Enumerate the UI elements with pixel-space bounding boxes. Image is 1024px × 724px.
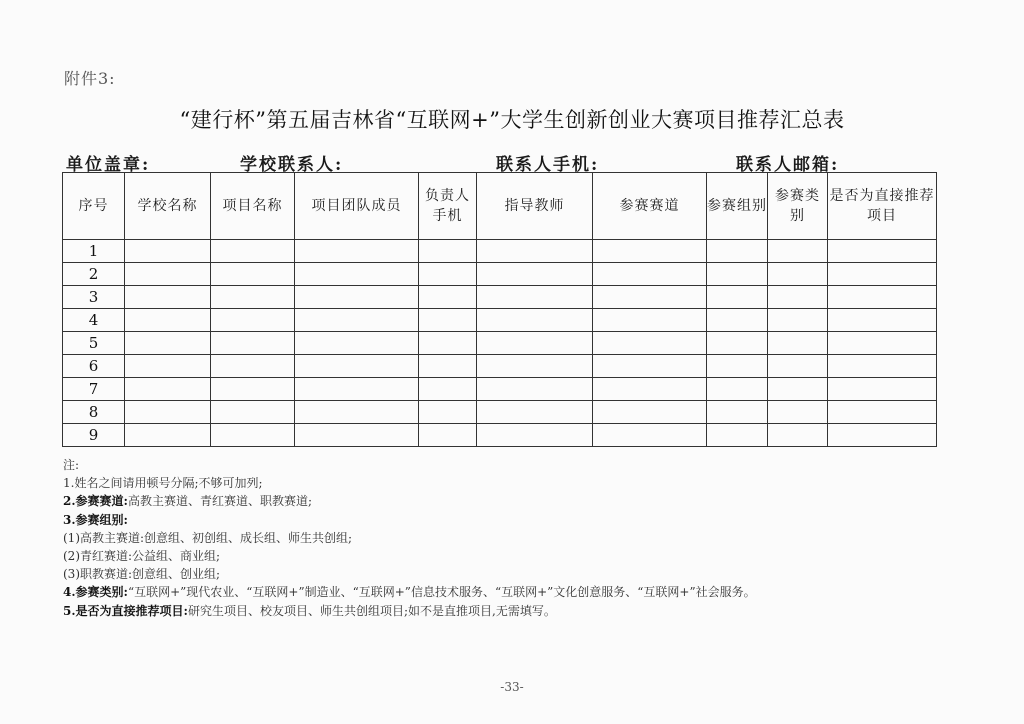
page-number: -33-	[500, 680, 524, 694]
header-direct-recommend: 是否为直接推荐项目	[828, 173, 937, 240]
table-cell-empty[interactable]	[125, 355, 211, 378]
table-cell-empty[interactable]	[419, 424, 477, 447]
table-cell-empty[interactable]	[768, 355, 828, 378]
table-cell-empty[interactable]	[477, 401, 593, 424]
note-4-text: “互联网+”现代农业、“互联网+”制造业、“互联网+”信息技术服务、“互联网+”文化创意服务、“互联网+”社会服务。	[127, 585, 756, 600]
row-number: 4	[63, 309, 125, 332]
recommendation-table	[62, 172, 937, 447]
table-cell-empty[interactable]	[211, 286, 295, 309]
table-cell-empty[interactable]	[707, 286, 768, 309]
table-cell-empty[interactable]	[419, 263, 477, 286]
table-cell-empty[interactable]	[211, 240, 295, 263]
table-cell-empty[interactable]	[295, 332, 419, 355]
table-cell-empty[interactable]	[125, 263, 211, 286]
note-5-label: 5.是否为直接推荐项目:	[63, 603, 188, 618]
table-cell-empty[interactable]	[211, 424, 295, 447]
row-number: 9	[63, 424, 125, 447]
header-group: 参赛组别	[707, 173, 768, 240]
header-school-name: 学校名称	[125, 173, 211, 240]
table-cell-empty[interactable]	[828, 401, 937, 424]
table-cell-empty[interactable]	[477, 378, 593, 401]
table-cell-empty[interactable]	[125, 401, 211, 424]
table-cell-empty[interactable]	[707, 378, 768, 401]
table-cell-empty[interactable]	[211, 401, 295, 424]
table-row	[63, 401, 937, 424]
table-cell-empty[interactable]	[593, 332, 707, 355]
table-cell-empty[interactable]	[211, 263, 295, 286]
table-cell-empty[interactable]	[477, 355, 593, 378]
note-4-label: 4.参赛类别:	[63, 585, 128, 600]
table-cell-empty[interactable]	[593, 263, 707, 286]
table-cell-empty[interactable]	[828, 378, 937, 401]
table-cell-empty[interactable]	[707, 355, 768, 378]
table-cell-empty[interactable]	[768, 309, 828, 332]
table-row	[63, 263, 937, 286]
table-cell-empty[interactable]	[768, 401, 828, 424]
table-cell-empty[interactable]	[125, 332, 211, 355]
table-cell-empty[interactable]	[477, 332, 593, 355]
note-2	[63, 492, 953, 510]
note-2-text: 高教主赛道、青红赛道、职教赛道;	[127, 494, 313, 509]
row-number: 8	[63, 401, 125, 424]
header-project-name: 项目名称	[211, 173, 295, 240]
table-cell-empty[interactable]	[125, 309, 211, 332]
table-row	[63, 424, 937, 447]
table-cell-empty[interactable]	[593, 286, 707, 309]
table-cell-empty[interactable]	[125, 378, 211, 401]
table-cell-empty[interactable]	[593, 424, 707, 447]
table-cell-empty[interactable]	[419, 401, 477, 424]
table-cell-empty[interactable]	[419, 309, 477, 332]
table-cell-empty[interactable]	[768, 424, 828, 447]
table-header-row	[63, 173, 937, 240]
table-cell-empty[interactable]	[707, 401, 768, 424]
note-3-label: 3.参赛组别:	[63, 512, 128, 527]
table-cell-empty[interactable]	[477, 240, 593, 263]
table-cell-empty[interactable]	[477, 263, 593, 286]
table-cell-empty[interactable]	[125, 424, 211, 447]
table-cell-empty[interactable]	[768, 240, 828, 263]
table-cell-empty[interactable]	[828, 240, 937, 263]
unit-seal-label: 单位盖章:	[66, 155, 151, 175]
table-cell-empty[interactable]	[295, 286, 419, 309]
table-cell-empty[interactable]	[419, 286, 477, 309]
note-3-sub-1: (1)高教主赛道:创意组、初创组、成长组、师生共创组;	[63, 530, 353, 545]
table-cell-empty[interactable]	[828, 309, 937, 332]
table-row	[63, 332, 937, 355]
table-cell-empty[interactable]	[211, 378, 295, 401]
attachment-label: 附件3:	[64, 69, 116, 88]
table-cell-empty[interactable]	[593, 240, 707, 263]
header-leader-phone: 负责人手机	[419, 173, 477, 240]
header-seq: 序号	[63, 173, 125, 240]
table-cell-empty[interactable]	[593, 378, 707, 401]
notes-section	[63, 456, 953, 620]
table-cell-empty[interactable]	[593, 401, 707, 424]
header-team-members: 项目团队成员	[295, 173, 419, 240]
table-row	[63, 240, 937, 263]
table-cell-empty[interactable]	[707, 263, 768, 286]
note-5-text: 研究生项目、校友项目、师生共创组项目;如不是直推项目,无需填写。	[187, 603, 556, 618]
table-cell-empty[interactable]	[768, 378, 828, 401]
header-track: 参赛赛道	[593, 173, 707, 240]
table-cell-empty[interactable]	[419, 378, 477, 401]
table-body	[63, 240, 937, 447]
table-row	[63, 378, 937, 401]
table-cell-empty[interactable]	[707, 240, 768, 263]
document-title: “建行杯”第五届吉林省“互联网+”大学生创新创业大赛项目推荐汇总表	[179, 108, 845, 132]
row-number: 7	[63, 378, 125, 401]
table-cell-empty[interactable]	[477, 286, 593, 309]
table-row	[63, 286, 937, 309]
table-cell-empty[interactable]	[828, 263, 937, 286]
table-cell-empty[interactable]	[828, 355, 937, 378]
row-number: 1	[63, 240, 125, 263]
table-cell-empty[interactable]	[125, 240, 211, 263]
table-cell-empty[interactable]	[295, 401, 419, 424]
table-cell-empty[interactable]	[707, 424, 768, 447]
note-3	[63, 511, 953, 529]
table-cell-empty[interactable]	[295, 309, 419, 332]
table-cell-empty[interactable]	[295, 424, 419, 447]
contact-phone-label: 联系人手机:	[496, 155, 600, 175]
note-4	[63, 583, 953, 601]
table-cell-empty[interactable]	[768, 286, 828, 309]
table-cell-empty[interactable]	[828, 424, 937, 447]
note-1: 1.姓名之间请用顿号分隔;不够可加列;	[63, 476, 263, 491]
table-cell-empty[interactable]	[295, 263, 419, 286]
table-cell-empty[interactable]	[593, 355, 707, 378]
table-cell-empty[interactable]	[419, 240, 477, 263]
table-cell-empty[interactable]	[707, 309, 768, 332]
header-category: 参赛类别	[768, 173, 828, 240]
table-row	[63, 309, 937, 332]
notes-heading: 注:	[63, 458, 80, 472]
table-cell-empty[interactable]	[419, 355, 477, 378]
note-3-sub-3: (3)职教赛道:创意组、创业组;	[63, 567, 221, 582]
table-cell-empty[interactable]	[419, 332, 477, 355]
row-number: 2	[63, 263, 125, 286]
table-cell-empty[interactable]	[593, 309, 707, 332]
row-number: 5	[63, 332, 125, 355]
table-cell-empty[interactable]	[295, 355, 419, 378]
header-advisor: 指导教师	[477, 173, 593, 240]
row-number: 3	[63, 286, 125, 309]
table-cell-empty[interactable]	[295, 240, 419, 263]
row-number: 6	[63, 355, 125, 378]
contact-email-label: 联系人邮箱:	[736, 155, 840, 175]
table-row	[63, 355, 937, 378]
table-cell-empty[interactable]	[295, 378, 419, 401]
table-cell-empty[interactable]	[768, 332, 828, 355]
table-cell-empty[interactable]	[477, 309, 593, 332]
note-3-sub-2: (2)青红赛道:公益组、商业组;	[63, 549, 221, 564]
table-cell-empty[interactable]	[477, 424, 593, 447]
table-cell-empty[interactable]	[125, 286, 211, 309]
table-cell-empty[interactable]	[211, 309, 295, 332]
school-contact-label: 学校联系人:	[240, 155, 344, 175]
table-cell-empty[interactable]	[768, 263, 828, 286]
table-cell-empty[interactable]	[828, 286, 937, 309]
note-5	[63, 602, 953, 620]
table-cell-empty[interactable]	[211, 355, 295, 378]
table-cell-empty[interactable]	[828, 332, 937, 355]
table-cell-empty[interactable]	[707, 332, 768, 355]
table-cell-empty[interactable]	[211, 332, 295, 355]
note-2-label: 2.参赛赛道:	[63, 494, 128, 509]
